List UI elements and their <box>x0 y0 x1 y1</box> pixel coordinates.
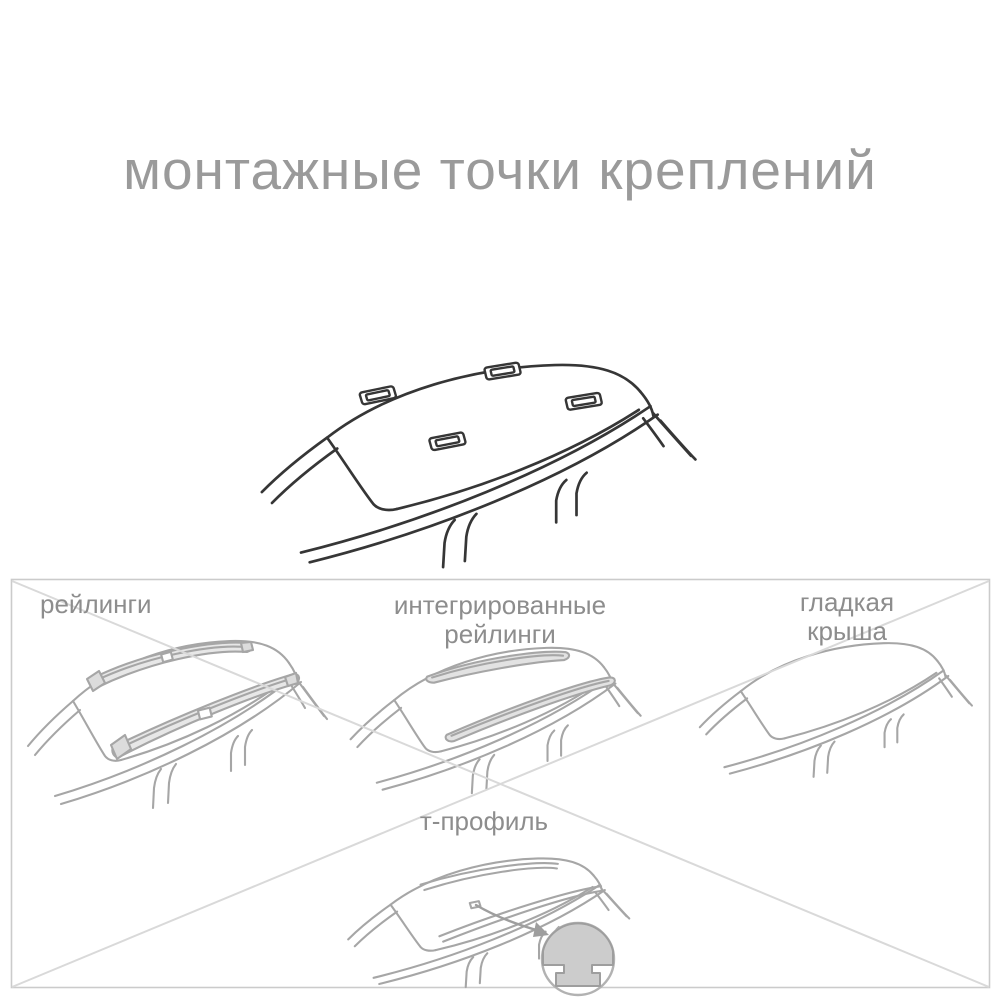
label-smooth-roof: гладкая крыша <box>799 587 895 646</box>
label-t-profile: т-профиль <box>419 806 549 836</box>
fixpoint-rear-right <box>565 393 602 410</box>
fixpoint-far-middle <box>484 362 521 379</box>
t-slot-profile-detail <box>476 905 614 995</box>
label-integrated-rails: интегрированные рейлинги <box>393 590 607 649</box>
page-title: монтажные точки креплений <box>123 139 877 201</box>
fixpoint-near-middle <box>429 432 466 450</box>
fixpoint-front-left <box>359 386 396 405</box>
roof-type-raised-rails-illustration <box>28 641 327 808</box>
roof-type-integrated-rails-illustration <box>351 648 641 793</box>
roof-type-smooth-roof-illustration <box>700 643 972 777</box>
main-roof-illustration <box>262 362 696 567</box>
roof-fixpoints <box>359 362 602 450</box>
label-raised-rails: рейлинги <box>40 589 152 619</box>
